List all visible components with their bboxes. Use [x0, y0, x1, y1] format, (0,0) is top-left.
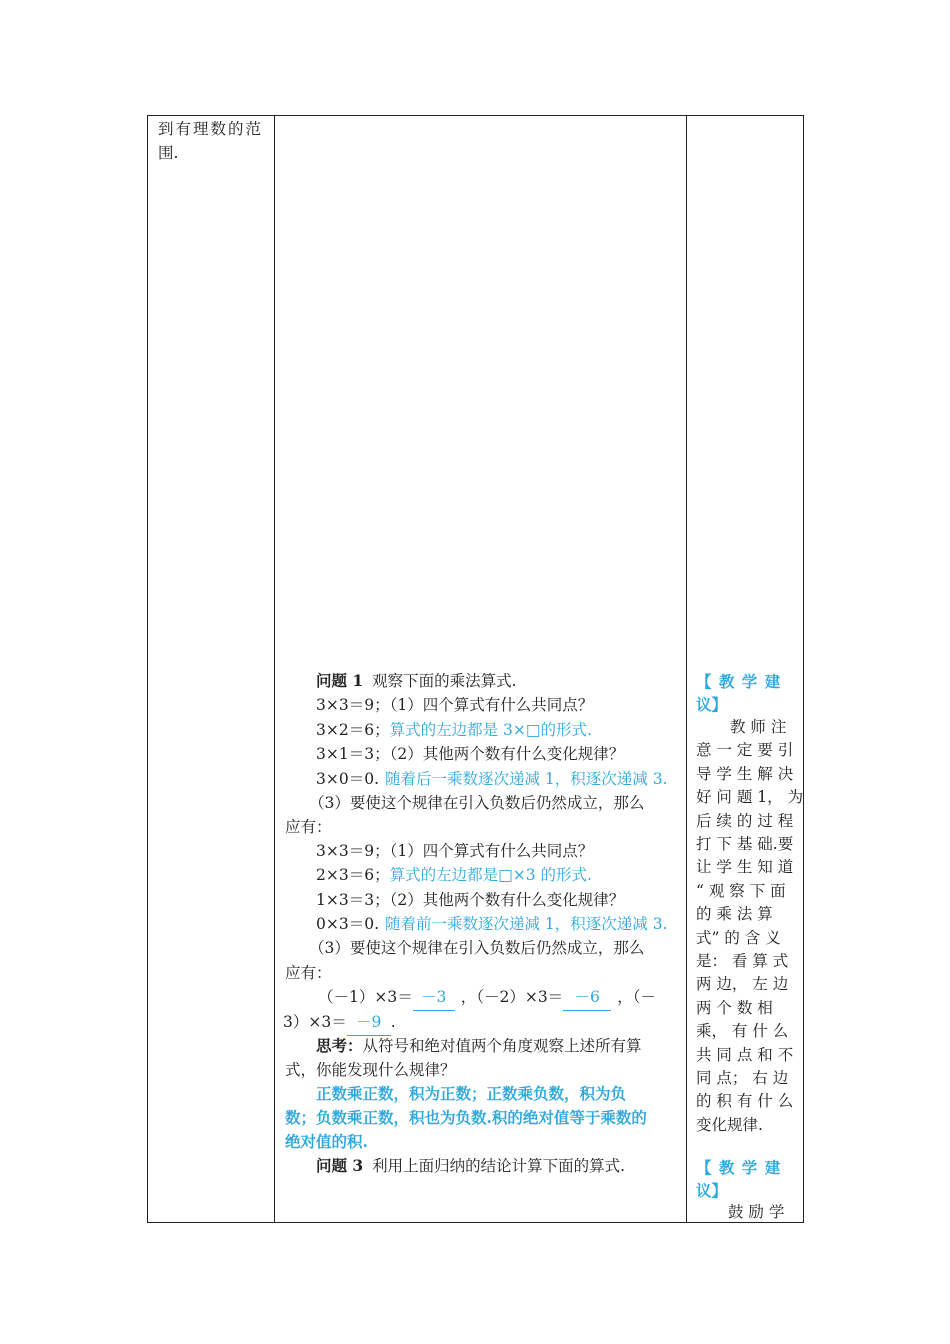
question-3-heading — [316, 1154, 625, 1179]
fill-answer-3: －9 — [347, 1010, 391, 1036]
teaching-suggestion-tag-1b: 议】 — [696, 695, 728, 714]
question-1-label: 问题 1 — [316, 671, 364, 690]
fill-prefix: （－1）×3＝ — [318, 988, 413, 1006]
equation: 3×2＝6； — [316, 721, 390, 739]
teaching-suggestion-line: 的 积 有 什 么 — [696, 1092, 794, 1111]
answer-note: 算式的左边都是□×3 的形式. — [389, 866, 592, 884]
teaching-suggestion-line: 后 续 的 过 程 — [696, 811, 794, 830]
teaching-suggestion-tail: 鼓 励 学 — [728, 1203, 785, 1221]
rule-line-3: 绝对值的积. — [285, 1132, 368, 1151]
teaching-suggestion-line: 变化规律. — [696, 1115, 763, 1134]
teaching-suggestion-line: 意 一 定 要 引 — [696, 741, 794, 760]
question-3-text: 利用上面归纳的结论计算下面的算式. — [372, 1157, 626, 1175]
teaching-suggestion-line: 教 师 注 — [730, 718, 787, 736]
teaching-suggestion-tag-2: 【 教 学 建 — [696, 1158, 782, 1177]
think-line-1 — [316, 1034, 642, 1059]
set2-row-3 — [316, 888, 624, 913]
fill-in-line-1 — [318, 985, 656, 1011]
teaching-suggestion-line: 式” 的 含 义 — [696, 928, 781, 947]
teaching-suggestion-line: 导 学 生 解 决 — [696, 764, 794, 783]
fill-mid: ，（－2）×3＝ — [460, 988, 564, 1006]
question-1-heading — [316, 669, 517, 694]
answer-note: 随着前一乘数逐次递减 1，积逐次递减 3. — [385, 915, 668, 933]
note: （1）四个算式有什么共同点？ — [389, 696, 594, 714]
fill-prefix: 3）×3＝ — [283, 1013, 347, 1031]
fill-end: . — [390, 1013, 396, 1031]
equation: 1×3＝3； — [316, 891, 390, 909]
think-text: 从符号和绝对值两个角度观察上述所有算 — [362, 1037, 642, 1055]
teaching-suggestion-line: 的 乘 法 算 — [696, 905, 773, 924]
teaching-suggestion-line: 两 边， 左 边 — [696, 975, 789, 994]
equation: 2×3＝6； — [316, 866, 390, 884]
teaching-suggestion-line: 让 学 生 知 道 — [696, 858, 794, 877]
fill-answer-1: －3 — [413, 985, 455, 1011]
note: （2）其他两个数有什么变化规律？ — [389, 745, 625, 763]
question-3-label: 问题 3 — [316, 1156, 364, 1175]
teaching-suggestion-line: 同 点； 右 边 — [696, 1069, 789, 1087]
think-label: 思考： — [316, 1036, 363, 1055]
q3-line-a: （3）要使这个规律在引入负数后仍然成立，那么 — [309, 794, 645, 812]
teaching-suggestion-line: 乘， 有 什 么 — [696, 1022, 789, 1041]
set2-row-1 — [316, 839, 593, 864]
teaching-suggestion-tag-1: 【 教 学 建 — [696, 672, 782, 691]
equation: 3×0＝0. — [316, 770, 379, 788]
teaching-suggestion-line: 打 下 基 础.要 — [696, 835, 794, 853]
left-col-line-2: 围. — [158, 144, 179, 162]
equation: 3×1＝3； — [316, 745, 390, 763]
set1-row-3 — [316, 742, 624, 767]
think-line-2: 式，你能发现什么规律？ — [285, 1061, 456, 1079]
table-right-border — [803, 115, 804, 1223]
answer-note: 算式的左边都是 3×□的形式. — [389, 721, 592, 739]
set1-row-2 — [316, 718, 592, 743]
table-top-border — [147, 115, 804, 116]
fill-suffix: ，（－ — [617, 988, 656, 1006]
column-divider-1 — [274, 115, 275, 1223]
teaching-suggestion-line: 共 同 点 和 不 — [696, 1045, 794, 1064]
equation: 3×3＝9； — [316, 696, 390, 714]
rule-line-1: 正数乘正数，积为正数；正数乘负数，积为负 — [316, 1084, 627, 1103]
note: （2）其他两个数有什么变化规律？ — [389, 891, 625, 909]
rule-line-2: 数；负数乘正数，积也为负数.积的绝对值等于乘数的 — [285, 1108, 647, 1127]
teaching-suggestion-line: 好 问 题 1， 为 — [696, 788, 804, 807]
q3-line-2b: 应有： — [285, 964, 332, 982]
set1-row-4 — [316, 767, 668, 792]
teaching-suggestion-line: 是： 看 算 式 — [696, 952, 789, 970]
set2-row-4 — [316, 912, 668, 937]
equation: 3×3＝9； — [316, 842, 390, 860]
teaching-suggestion-line: 两 个 数 相 — [696, 998, 773, 1017]
table-bottom-border — [147, 1222, 804, 1223]
fill-in-line-2 — [283, 1010, 396, 1036]
answer-note: 随着后一乘数逐次递减 1，积逐次递减 3. — [385, 770, 668, 788]
equation: 0×3＝0. — [316, 915, 379, 933]
left-col-line-1: 到有理数的范 — [158, 120, 264, 138]
teaching-suggestion-tag-2b: 议】 — [696, 1181, 728, 1200]
column-divider-2 — [686, 115, 687, 1223]
set1-row-1 — [316, 693, 593, 718]
set2-row-2 — [316, 863, 592, 888]
teaching-suggestion-line: “ 观 察 下 面 — [696, 881, 786, 900]
table-left-border — [147, 115, 148, 1223]
fill-answer-2: －6 — [563, 985, 611, 1011]
q3-line-b: 应有： — [285, 818, 332, 836]
question-1-text: 观察下面的乘法算式. — [372, 672, 517, 690]
note: （1）四个算式有什么共同点？ — [389, 842, 594, 860]
q3-line-2a: （3）要使这个规律在引入负数后仍然成立，那么 — [309, 939, 645, 957]
